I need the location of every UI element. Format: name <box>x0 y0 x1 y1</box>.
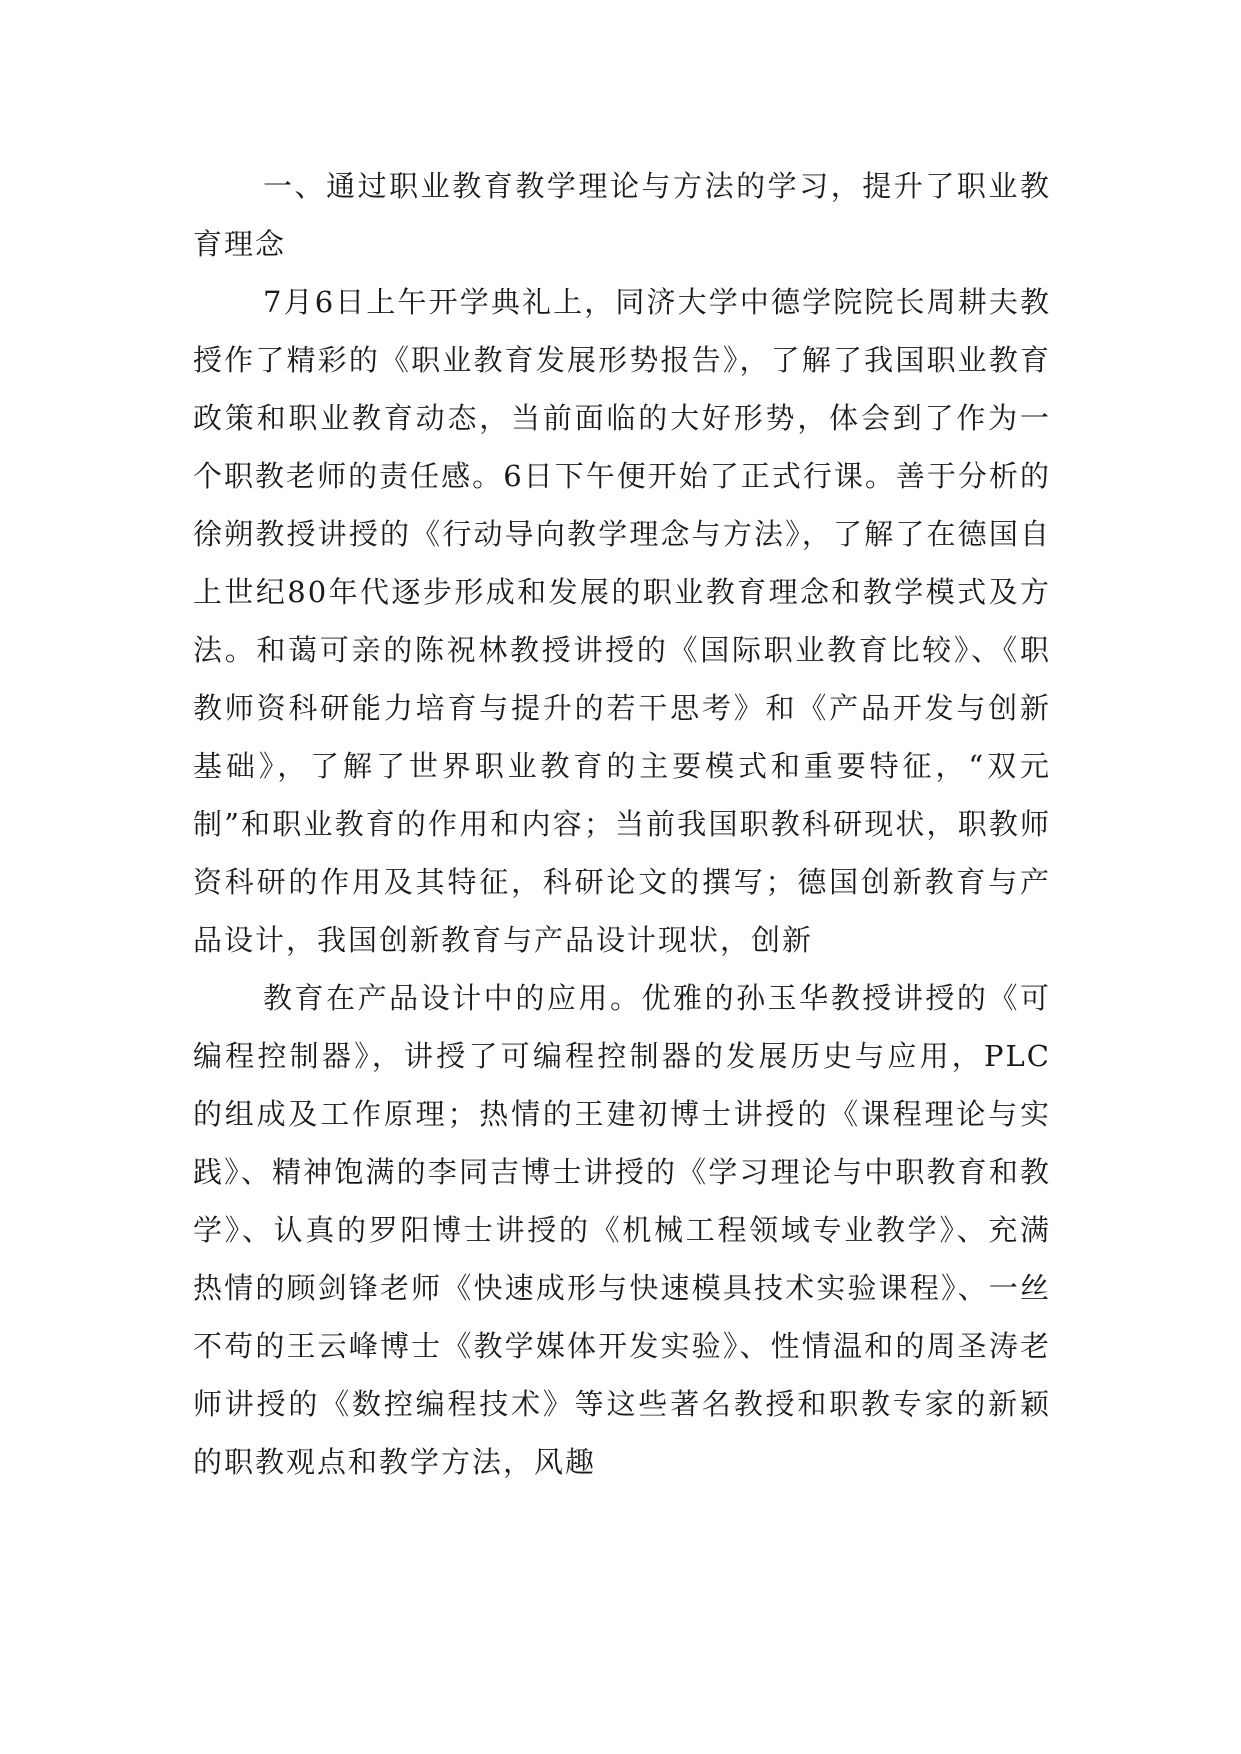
section-heading: 一、通过职业教育教学理论与方法的学习，提升了职业教育理念 <box>193 169 1051 261</box>
document-page <box>193 157 1051 1491</box>
body-paragraph-2: 教育在产品设计中的应用。优雅的孙玉华教授讲授的《可编程控制器》，讲授了可编程控制器的发展历史与应用，PLC的组成及工作原理；热情的王建初博士讲授的《课程理论与实践》、精神饱满的李同吉博士讲授的《学习理论与中职教育和教学》、认真的罗阳博士讲授的《机械工程领域专业教学》、充满热情的顾剑锋老师《快速成形与快速模具技术实验课程》、一丝不苟的王云峰博士《教学媒体开发实验》、性情温和的周圣涛老师讲授的《数控编程技术》等这些著名教授和职教专家的新颖的职教观点和教学方法，风趣 <box>193 981 1051 1479</box>
body-paragraph-1: 7月6日上午开学典礼上，同济大学中德学院院长周耕夫教授作了精彩的《职业教育发展形势报告》，了解了我国职业教育政策和职业教育动态，当前面临的大好形势，体会到了作为一个职教老师的责任感。6日下午便开始了正式行课。善于分析的徐朔教授讲授的《行动导向教学理念与方法》，了解了在德国自上世纪80年代逐步形成和发展的职业教育理念和教学模式及方法。和蔼可亲的陈祝林教授讲授的《国际职业教育比较》、《职教师资科研能力培育与提升的若干思考》和《产品开发与创新基础》，了解了世界职业教育的主要模式和重要特征，“双元制”和职业教育的作用和内容；当前我国职教科研现状，职教师资科研的作用及其特征，科研论文的撰写；德国创新教育与产品设计，我国创新教育与产品设计现状，创新 <box>193 285 1051 957</box>
